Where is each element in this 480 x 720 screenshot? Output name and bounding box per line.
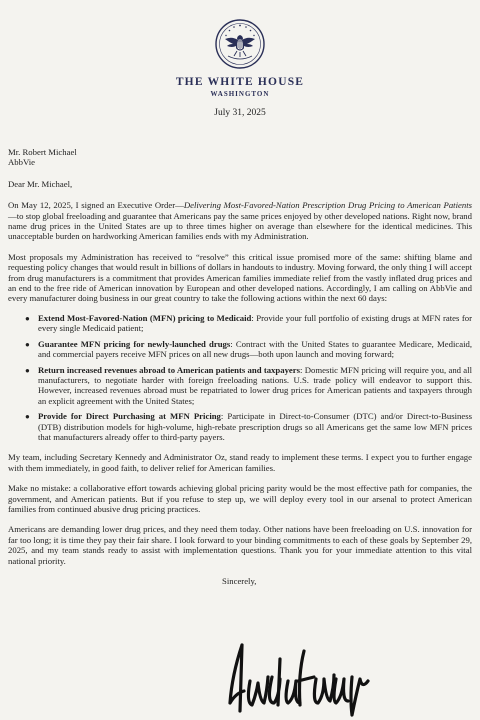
action-heading: Extend Most-Favored-Nation (MFN) pricing to Medicaid	[38, 312, 252, 323]
action-text: : Domestic MFN pricing will require you, and all manufacturers, to negotiate harder with foreign freeloading nations. U.S. trade policy will endeavor to support this. However, increased revenues abroad must be repatriated to lower drug prices for American patients and taxpayers through an explicit agreement with the United States;	[38, 364, 472, 406]
list-item	[25, 312, 472, 334]
closing: Sincerely,	[222, 576, 257, 586]
paragraph-rest: —to stop global freeloading and guarantee that Americans pay the same prices enjoyed by other developed nations. Right now, brand name drug prices in the United States are up to three times higher on average than elsewhere for the identical medicines. This unacceptable burden on hardworking American families ends with my Administration.	[8, 210, 472, 242]
list-item	[25, 411, 472, 442]
presidential-seal-icon	[214, 18, 266, 70]
bullet-icon: ●	[25, 339, 30, 349]
recipient-name: Mr. Robert Michael	[8, 147, 77, 157]
action-text: : Contract with the United States to guarantee Medicare, Medicaid, and commercial payers receive MFN prices on all new drugs—both upon launch and moving forward;	[38, 338, 472, 360]
paragraph-team: My team, including Secretary Kennedy and Administrator Oz, stand ready to implement these terms. I expect you to further engage with them immediately, in good faith, to deliver relief for American families.	[8, 452, 472, 473]
recipient-company: AbbVie	[8, 157, 35, 168]
signature	[228, 641, 378, 719]
paragraph-warning: Make no mistake: a collaborative effort towards achieving global pricing parity would be the most effective path for companies, the government, and American patients. But if you refuse to step up, we will deploy every tool in our arsenal to protect American families from continued abusive drug pricing practices.	[8, 483, 472, 514]
paragraph-proposals: Most proposals my Administration has received to “resolve” this critical issue promised more of the same: shifting blame and requesting policy changes that would result in billions of dollars in handouts to industry. Moving forward, the only thing I will accept from drug manufacturers is a commitment that provides American families immediate relief from the vastly inflated drug prices and an end to the free ride of American innovation by European and other developed nations. Accordingly, I am calling on AbbVie and every manufacturer doing business in our great country to take the following actions within the next 60 days:	[8, 251, 472, 304]
letter-date: July 31, 2025	[214, 108, 266, 118]
list-item	[25, 364, 472, 407]
action-heading: Return increased revenues abroad to American patients and taxpayers	[38, 364, 301, 375]
paragraph-executive-order	[8, 200, 472, 242]
action-text: : Participate in Direct-to-Consumer (DTC) and/or Direct-to-Business (DTB) distribution models for high-volume, high-rebate prescription drugs so all Americans get the same low MFN prices that manufacturers already offer to third-party payers.	[38, 411, 472, 442]
executive-order-title: Delivering Most-Favored-Nation Prescription Drug Pricing to American Patients	[183, 200, 472, 211]
bullet-icon: ●	[25, 412, 30, 422]
bullet-icon: ●	[25, 313, 30, 323]
salutation: Dear Mr. Michael,	[8, 178, 73, 189]
action-heading: Guarantee MFN pricing for newly-launched drugs	[38, 338, 231, 349]
action-list	[8, 313, 472, 442]
action-text: : Provide your full portfolio of existing drugs at MFN rates for every single Medicaid patient;	[38, 312, 472, 334]
action-heading: Provide for Direct Purchasing at MFN Pricing	[38, 411, 221, 422]
letter-body	[8, 147, 472, 586]
paragraph-lead: On May 12, 2025, I signed an Executive Order—	[8, 200, 184, 211]
letterhead	[0, 18, 480, 118]
bullet-icon: ●	[25, 365, 30, 375]
institution-name: THE WHITE HOUSE	[175, 76, 305, 88]
paragraph-deadline: Americans are demanding lower drug prices, and they need them today. Other nations have been freeloading on U.S. innovation for far too long; it is time they pay their fair share. I look forward to your binding commitments to each of these goals by September 29, 2025, and my team stands ready to assist with implementation questions. Thank you for your immediate attention to this vital national priority.	[8, 524, 472, 566]
letterhead-city: WASHINGTON	[210, 90, 270, 98]
recipient-address	[8, 147, 472, 168]
list-item	[25, 338, 472, 360]
